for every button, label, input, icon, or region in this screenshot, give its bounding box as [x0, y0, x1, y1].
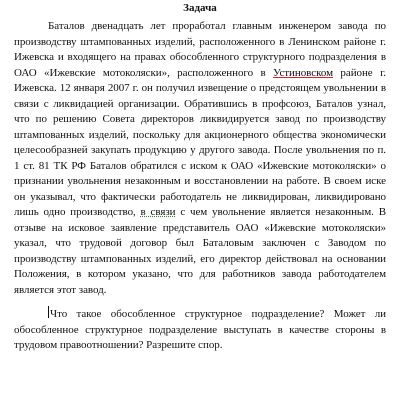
task-text-part-2: районе г. Ижевска. 12 января 2007 г. он получил извещение о предстоящем увольнении в связи с ликвидацией организации. Обратившись в профсоюз, Баталов узнал, что по решению Совета директоров ликвидируется завод по производству штампованных изделий, поскольку для акционерного общества экономически целесообразней закупать продукцию у другого завода. После увольнения по п. 1 ст. 81 ТК РФ Баталов обратился с иском к ОАО «Ижевские мотоколяски» о признании увольнения незаконным и восстановлении на работе. В своем иске он указывал, что фактически работодатель не ликвидирован, ликвидировано лишь одно производство,: [14, 66, 386, 218]
text-cursor: [48, 306, 49, 318]
task-paragraph[interactable]: [14, 19, 386, 298]
document-title: Задача: [183, 2, 217, 14]
task-text-part-1: Баталов двенадцать лет проработал главным инженером завода по производству штампованных изделий, расположенного в Ленинском районе г. Ижевска и входящего на правах обособленного структурного подразделения в ОАО «Ижевские мотоколяски», расположенного в: [14, 20, 386, 79]
question-text: Что такое обособленное структурное подразделение? Может ли обособленное структурное подразделение выступать в качестве стороны в трудовом правоотношении? Разрешите спор.: [14, 308, 386, 351]
spellcheck-underlined-word[interactable]: Устиновском: [273, 66, 333, 79]
grammar-underlined-phrase[interactable]: в связи: [140, 206, 176, 218]
question-paragraph[interactable]: [14, 306, 386, 354]
task-text-part-3: с чем увольнение является незаконным. В отзыве на исковое заявление представитель ОАО «Ижевские мотоколяски» указал, что трудовой договор был Баталовым заключен с Заводом по производству штампованных изделий, его директор действовал на основании Положения, в котором указано, что для работников завода работодателем является этот завод.: [14, 206, 386, 296]
